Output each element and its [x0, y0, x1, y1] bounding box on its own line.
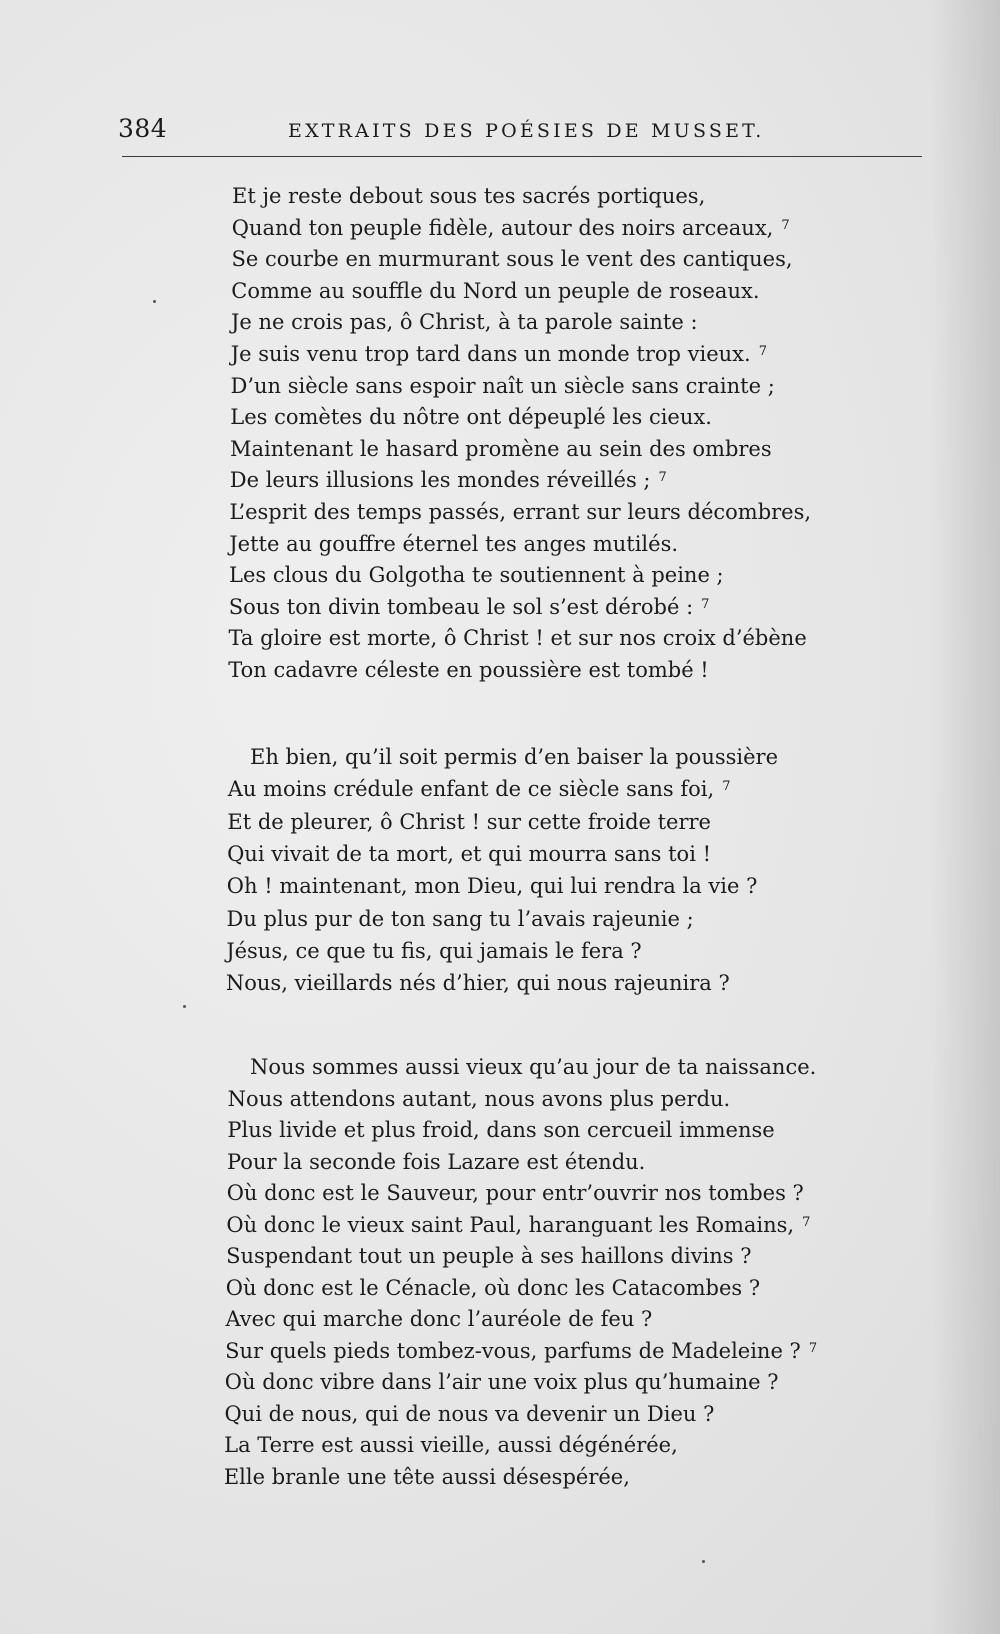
line-count-marker: 7 [701, 596, 710, 612]
verse-line [226, 938, 642, 963]
verse-text: Se courbe en murmurant sous le vent des cantiques, [231, 247, 793, 272]
verse-text: Elle branle une tête aussi désespérée, [223, 1464, 630, 1489]
verse-line [226, 1212, 811, 1237]
verse-text: Ta gloire est morte, ô Christ ! et sur nos croix d’ébène [228, 626, 807, 651]
print-speck [702, 1560, 705, 1563]
verse-line [231, 344, 767, 365]
verse-line [227, 1149, 646, 1174]
verse-line [227, 841, 712, 866]
verse-text: Avec qui marche donc l’auréole de feu ? [225, 1307, 653, 1331]
page-number: 384 [118, 114, 168, 143]
verse-line [250, 747, 778, 768]
verse-line [228, 594, 710, 619]
verse-text: Quand ton peuple fidèle, autour des noirs arceaux, [231, 215, 774, 240]
verse-line [228, 779, 731, 800]
verse-line [230, 502, 812, 523]
verse-line [223, 1464, 630, 1489]
running-title: EXTRAITS DES POÉSIES DE MUSSET. [288, 120, 765, 142]
verse-text: Oh ! maintenant, mon Dieu, qui lui rendra la vie ? [226, 874, 758, 899]
verse-text: Jette au gouffre éternel tes anges mutilés. [229, 531, 679, 556]
verse-line [225, 1338, 818, 1363]
print-speck [183, 1005, 186, 1008]
verse-text: Suspendant tout un peuple à ses haillons divins ? [226, 1244, 752, 1268]
print-speck [153, 300, 156, 303]
verse-text: Eh bien, qu’il soit permis d’en baiser la poussière [250, 745, 779, 769]
verse-text: Jésus, ce que tu fis, qui jamais le fera ? [226, 938, 642, 963]
verse-line [231, 312, 698, 333]
line-count-marker: 7 [758, 344, 767, 359]
verse-text: Les clous du Golgotha te soutiennent à peine ; [229, 563, 724, 588]
verse-text: Comme au souffle du Nord un peuple de roseaux. [231, 278, 760, 303]
verse-line [229, 565, 724, 586]
verse-line [230, 407, 712, 428]
verse-text: D’un siècle sans espoir naît un siècle sans crainte ; [230, 373, 775, 398]
verse-line [227, 876, 758, 897]
verse-line [227, 1183, 804, 1204]
verse-text: Nous attendons autant, nous avons plus perdu. [227, 1086, 731, 1111]
verse-text: Où donc est le Sauveur, pour entr’ouvrir nos tombes ? [226, 1181, 804, 1205]
verse-text: Plus livide et plus froid, dans son cercueil immense [227, 1118, 775, 1142]
verse-line [230, 470, 667, 491]
verse-line [227, 1086, 731, 1111]
verse-line [226, 1246, 751, 1267]
verse-line [229, 628, 807, 649]
verse-line [231, 215, 790, 240]
verse-text: L’esprit des temps passés, errant sur leurs décombres, [229, 500, 812, 524]
verse-text: Je suis venu trop tard dans un monde trop vieux. [230, 342, 751, 366]
verse-line [230, 373, 775, 398]
verse-line [232, 186, 705, 207]
verse-line [229, 531, 679, 556]
line-count-marker: 7 [781, 217, 790, 233]
verse-line [226, 973, 730, 994]
verse-line [225, 1309, 652, 1330]
verse-text: Nous, vieillards nés d’hier, qui nous rajeunira ? [225, 971, 730, 996]
verse-text: La Terre est aussi vieille, aussi dégénérée, [224, 1433, 678, 1457]
verse-line [250, 1057, 816, 1078]
verse-text: Au moins crédule enfant de ce siècle sans foi, [227, 777, 715, 802]
verse-line [224, 1435, 678, 1456]
verse-line [231, 278, 760, 303]
verse-text: Nous sommes aussi vieux qu’au jour de ta naissance. [250, 1055, 817, 1079]
verse-text: De leurs illusions les mondes réveillés ; [229, 468, 651, 493]
line-count-marker: 7 [658, 470, 667, 486]
line-count-marker: 7 [808, 1340, 818, 1356]
verse-text: Et de pleurer, ô Christ ! sur cette froide terre [227, 809, 711, 834]
verse-text: Où donc le vieux saint Paul, haranguant les Romains, [226, 1212, 795, 1237]
verse-line [225, 1372, 779, 1393]
verse-line [230, 436, 772, 461]
verse-line [226, 906, 694, 931]
verse-text: Et je reste debout sous tes sacrés portiques, [232, 184, 706, 208]
verse-line [227, 809, 711, 834]
verse-text: Qui vivait de ta mort, et qui mourra sans toi ! [227, 841, 712, 866]
verse-line [232, 249, 793, 270]
verse-text: Les comètes du nôtre ont dépeuplé les cieux. [230, 405, 712, 430]
verse-line [225, 1275, 761, 1300]
verse-line [224, 1401, 715, 1426]
verse-text: Maintenant le hasard promène au sein des ombres [230, 436, 772, 461]
line-count-marker: 7 [802, 1214, 811, 1230]
verse-text: Ton cadavre céleste en poussière est tombé ! [228, 658, 709, 682]
line-count-marker: 7 [722, 779, 731, 795]
verse-text: Où donc est le Cénacle, où donc les Catacombes ? [225, 1275, 761, 1300]
verse-text: Sur quels pieds tombez-vous, parfums de Madeleine ? [225, 1338, 801, 1363]
verse-text: Pour la seconde fois Lazare est étendu. [227, 1149, 646, 1174]
verse-text: Sous ton divin tombeau le sol s’est dérobé : [228, 594, 694, 619]
verse-text: Où donc vibre dans l’air une voix plus qu’humaine ? [224, 1370, 779, 1394]
verse-text: Qui de nous, qui de nous va devenir un Dieu ? [224, 1401, 715, 1426]
verse-text: Je ne crois pas, ô Christ, à ta parole sainte : [231, 310, 698, 335]
verse-line [228, 660, 709, 681]
verse-text: Du plus pur de ton sang tu l’avais rajeunie ; [226, 906, 694, 931]
verse-line [227, 1120, 774, 1141]
